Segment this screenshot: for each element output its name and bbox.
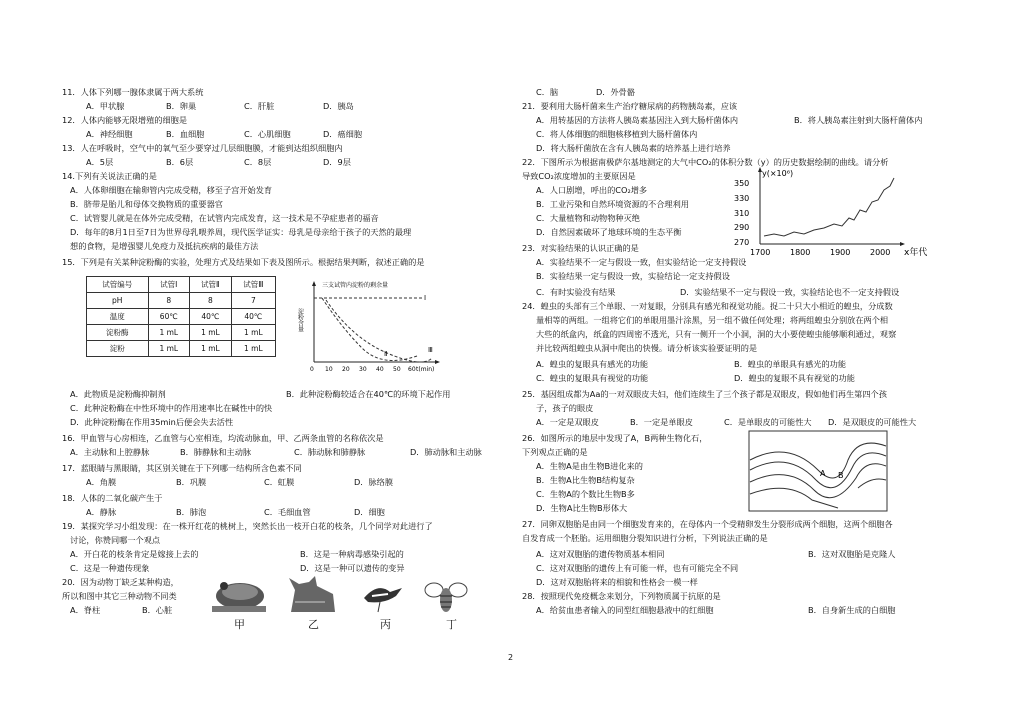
q15-option-d: D．此种淀粉酶在作用35min后便会失去活性 (70, 417, 234, 427)
q22-stem-line1: 22．下图所示为根据南极萨尔基地测定的大气中CO₂的体积分数（y）的历史数据绘制的曲线。请分析 (522, 157, 889, 167)
table-cell: 1 mL (231, 325, 275, 341)
animal-label-bing: 丙 (380, 618, 391, 631)
q14-option-c: C．试管婴儿就是在体外完成受精，在试管内完成发育，这一技术是不孕症患者的福音 (70, 213, 379, 223)
q23-option-a: A．实验结果不一定与假设一致，但实验结论一定支持假设 (536, 257, 747, 267)
table-cell: 1 mL (190, 341, 232, 357)
graph-xtick: 0 (310, 366, 314, 373)
graph-xtick: 10 (325, 366, 333, 373)
co2-curve (764, 178, 894, 236)
co2-xtick: 2000 (870, 248, 891, 257)
q12-stem: 12．人体内能够无限增殖的细胞是 (62, 115, 188, 125)
q20-stem-line1: 20．因为动物丁缺乏某种构造， (62, 577, 179, 587)
table-cell: 淀粉 (87, 341, 149, 357)
table-cell: 60℃ (148, 309, 190, 325)
table-cell: 试管Ⅰ (148, 277, 190, 293)
q21-option-d: D．将大肠杆菌放在含有人胰岛素的培养基上进行培养 (536, 143, 731, 153)
table-cell: 试管编号 (87, 277, 149, 293)
graph-xunit: t(min) (416, 366, 435, 373)
q26-option-a: A．生物A是由生物B进化来的 (536, 461, 643, 471)
q17-option-a: A．角膜 (86, 477, 117, 487)
enzyme-graph (292, 278, 442, 378)
co2-chart (734, 166, 944, 262)
curve-iii-label: Ⅲ (428, 346, 433, 354)
q21-option-c: C．将人体细胞的细胞核移植到大肠杆菌体内 (536, 129, 698, 139)
q22-option-d: D．自然因素破坏了地球环境的生态平衡 (536, 227, 682, 237)
q17-option-d: D．脉络膜 (354, 477, 394, 487)
co2-ytick: 350 (734, 179, 750, 188)
table-row (87, 293, 276, 309)
q13-option-d: D．9层 (323, 157, 351, 167)
q17-option-c: C．虹膜 (264, 477, 295, 487)
q28-stem: 28．按照现代免疫概念来划分，下列物质属于抗原的是 (522, 591, 721, 601)
co2-ylabel: y(×10⁶) (762, 169, 794, 178)
q11-option-a: A．甲状腺 (86, 101, 125, 111)
table-cell: 1 mL (231, 341, 275, 357)
q22-option-b: B．工业污染和自然环境资源的不合理利用 (536, 199, 689, 209)
q18-stem: 18．人体的二氧化碳产生于 (62, 493, 163, 503)
co2-ytick: 290 (734, 223, 750, 232)
q14-option-d-line2: 想的食物，是增强婴儿免疫力及抵抗疾病的最佳方法 (70, 241, 259, 251)
q16-option-c: C．肺动脉和肺静脉 (294, 447, 366, 457)
co2-ytick: 330 (734, 194, 750, 203)
q11-option-d: D．胰岛 (323, 101, 354, 111)
q20-option-a: A．脊柱 (70, 605, 101, 615)
graph-ylabel: 淀粉含量 (296, 308, 304, 332)
table-cell: 1 mL (148, 325, 190, 341)
table-cell: 温度 (87, 309, 149, 325)
q14-option-b: B．脐带是胎儿和母体交换物质的重要器官 (70, 199, 223, 209)
q20-option-c: C．脑 (536, 87, 559, 97)
q21-stem: 21．要利用大肠杆菌来生产治疗糖尿病的药物胰岛素，应该 (522, 101, 738, 111)
table-cell: 40℃ (231, 309, 275, 325)
q18-option-c: C．毛细血管 (264, 507, 311, 517)
experiment-table (86, 276, 276, 357)
q18-option-b: B．肺泡 (176, 507, 207, 517)
q21-option-b: B．将人胰岛素注射到大肠杆菌体内 (794, 115, 923, 125)
q16-option-a: A．主动脉和上腔静脉 (70, 447, 150, 457)
q24-option-d: D．蝗虫的复眼不具有视觉的功能 (734, 373, 855, 383)
q22-stem-line2: 导致CO₂浓度增加的主要原因是 (522, 171, 636, 181)
q16-stem: 16．甲血管与心房相连，乙血管与心室相连，均流动脉血，甲、乙两条血管的名称依次是 (62, 433, 384, 443)
q12-option-b: B．血细胞 (166, 129, 205, 139)
curve-i-label: Ⅰ (424, 294, 427, 302)
table-cell: 8 (190, 293, 232, 309)
q16-option-d: D．肺动脉和主动脉 (410, 447, 482, 457)
q27-stem-line1: 27．同卵双胞胎是由同一个细胞发育来的，在母体内一个受精卵发生分裂形成两个细胞，这两个细胞各 (522, 519, 893, 529)
table-cell: 8 (148, 293, 190, 309)
q11-stem: 11．人体下列哪一腺体隶属于两大系统 (62, 87, 204, 97)
q22-option-a: A．人口剧增，呼出的CO₂增多 (536, 185, 648, 195)
q14-option-d-line1: D．每年的8月1日至7日为世界母乳喂养周，现代医学证实：母乳是母亲给于孩子的天然的最理 (70, 227, 412, 237)
q26-stem-line2: 下列观点正确的是 (522, 447, 588, 457)
q24-stem-line2: 量相等的两组。一组将它们的单眼用墨汁涂黑，另一组不做任何处理；将两组蝗虫分别放在两个相 (536, 315, 889, 325)
fossil-label-b: B (838, 471, 844, 480)
table-header-row (87, 277, 276, 293)
q26-option-c: C．生物A的个数比生物B多 (536, 489, 635, 499)
q20-option-d: D．外骨骼 (596, 87, 636, 97)
table-cell: 淀粉酶 (87, 325, 149, 341)
graph-caption: 三支试管内淀粉的剩余量 (322, 282, 389, 289)
graph-xtick: 60 (408, 366, 416, 373)
q19-stem-line1: 19．某探究学习小组发现：在一株开红花的桃树上，突然长出一枝开白花的枝条，几个同学对此进行了 (62, 521, 433, 531)
q25-stem-line2: 子，孩子的眼皮 (536, 403, 594, 413)
q19-option-c: C．这是一种遗传现象 (70, 563, 150, 573)
q18-option-d: D．细胞 (354, 507, 385, 517)
q17-stem: 17．蓝眼睛与黑眼睛，其区别关键在于下列哪一结构所含色素不同 (62, 463, 302, 473)
table-cell: 1 mL (148, 341, 190, 357)
curve-ii-label: Ⅱ (384, 350, 388, 358)
q26-stem-line1: 26．如图所示的地层中发现了A，B两种生物化石， (522, 433, 708, 443)
bird-image (360, 578, 404, 614)
table-cell: 试管Ⅲ (231, 277, 275, 293)
q15-option-b: B．此种淀粉酶较适合在40℃的环境下起作用 (286, 389, 451, 399)
q18-option-a: A．静脉 (86, 507, 117, 517)
q24-stem-line1: 24．蝗虫的头部有三个单眼、一对复眼，分别具有感光和视觉功能。捉二十只大小相近的蝗虫，分成数 (522, 301, 893, 311)
q25-option-b: B．一定是单眼皮 (630, 417, 693, 427)
graph-xtick: 20 (342, 366, 350, 373)
q13-option-b: B．6层 (166, 157, 194, 167)
q23-option-b: B．实验结果一定与假设一致，实验结论一定支持假设 (536, 271, 730, 281)
q13-stem: 13．人在呼吸时，空气中的氧气至少要穿过几层细胞膜，才能到达组织细胞内 (62, 143, 343, 153)
graph-xtick: 40 (376, 366, 384, 373)
fossil-strata-diagram (748, 430, 888, 512)
q24-option-a: A．蝗虫的复眼具有感光的功能 (536, 359, 649, 369)
curve-ii (322, 298, 417, 361)
q26-option-b: B．生物A比生物B结构复杂 (536, 475, 635, 485)
q19-stem-line2: 讨论，你赞同哪一个观点 (70, 535, 161, 545)
cat-image (285, 572, 339, 616)
graph-xtick: 50 (393, 366, 401, 373)
q26-option-d: D．生物A比生物B形体大 (536, 503, 628, 513)
q24-stem-line4: 并比较两组蝗虫从洞中爬出的快慢。请分析该实验要证明的是 (536, 343, 758, 353)
q27-option-b: B．这对双胞胎是克隆人 (808, 549, 896, 559)
q27-option-d: D．这对双胞胎将来的相貌和性格会一模一样 (536, 577, 698, 587)
q12-option-a: A．神经细胞 (86, 129, 133, 139)
q12-option-c: C．心肌细胞 (244, 129, 291, 139)
table-cell: pH (87, 293, 149, 309)
q25-option-a: A．一定是双眼皮 (536, 417, 599, 427)
table-row (87, 341, 276, 357)
q23-option-d: D．实验结果不一定与假设一致，实验结论也不一定支持假设 (680, 287, 900, 297)
q14-option-a: A．人体卵细胞在输卵管内完成受精，移至子宫开始发育 (70, 185, 273, 195)
page-number: 2 (508, 653, 514, 662)
q19-option-b: B．这是一种病毒感染引起的 (300, 549, 404, 559)
q15-option-a: A．此物质是淀粉酶抑制剂 (70, 389, 166, 399)
animal-label-jia: 甲 (234, 618, 245, 631)
q28-option-b: B．自身新生成的白细胞 (808, 605, 896, 615)
q24-stem-line3: 大些的纸盒内，纸盒的四周密不透光，只有一侧开一个小洞，洞的大小要使蝗虫能够顺利通过，观察 (536, 329, 897, 339)
q17-option-b: B．巩膜 (176, 477, 207, 487)
q28-option-a: A．给贫血患者输入的同型红细胞悬液中的红细胞 (536, 605, 714, 615)
q16-option-b: B．肺静脉和主动脉 (180, 447, 252, 457)
toad-image (210, 572, 268, 616)
q21-option-a: A．用转基因的方法将人胰岛素基因注入到大肠杆菌体内 (536, 115, 739, 125)
q19-option-d: D．这是一种可以遗传的变异 (300, 563, 405, 573)
q23-option-c: C．有时实验没有结果 (536, 287, 616, 297)
q14-stem: 14.下列有关说法正确的是 (62, 171, 157, 181)
q19-option-a: A．开白花的枝条肯定是嫁接上去的 (70, 549, 199, 559)
co2-xtick: 1800 (790, 248, 811, 257)
q24-option-c: C．蝗虫的复眼具有视觉的功能 (536, 373, 649, 383)
table-cell: 试管Ⅱ (190, 277, 232, 293)
fossil-label-a: A (820, 469, 826, 478)
co2-xlabel: x年代 (904, 248, 928, 258)
co2-ytick: 310 (734, 209, 750, 218)
animal-label-ding: 丁 (446, 618, 457, 631)
graph-xtick: 30 (359, 366, 367, 373)
table-cell: 40℃ (190, 309, 232, 325)
co2-xtick: 1700 (750, 248, 771, 257)
table-row (87, 309, 276, 325)
table-cell: 1 mL (190, 325, 232, 341)
q22-option-c: C．大量植物和动物物种灭绝 (536, 213, 640, 223)
q24-option-b: B．蝗虫的单眼具有感光的功能 (734, 359, 847, 369)
curve-iii (326, 300, 432, 362)
co2-xtick: 1900 (830, 248, 851, 257)
q13-option-a: A．5层 (86, 157, 114, 167)
q27-option-c: C．这对双胞胎的遗传上有可能一样，也有可能完全不同 (536, 563, 739, 573)
q15-stem: 15．下列是有关某种淀粉酶的实验，处理方式及结果如下表及图所示。根据结果判断，叙述正确的是 (62, 257, 425, 267)
q20-stem-line2: 所以和图中其它三种动物不同类 (62, 591, 177, 601)
q25-stem-line1: 25．基因组成都为Aa的一对双眼皮夫妇，他们连续生了三个孩子都是双眼皮，假如他们再生第四个孩 (522, 389, 887, 399)
animal-label-yi: 乙 (308, 618, 319, 631)
q11-option-c: C．肝脏 (244, 101, 275, 111)
q15-option-c: C．此种淀粉酶在中性环境中的作用速率比在碱性中的快 (70, 403, 273, 413)
table-cell: 7 (231, 293, 275, 309)
table-row (87, 325, 276, 341)
q12-option-d: D．癌细胞 (323, 129, 363, 139)
q27-stem-line2: 自发育成一个胚胎。运用细胞分裂知识进行分析，下列说法正确的是 (522, 533, 768, 543)
co2-ytick: 270 (734, 238, 750, 247)
q27-option-a: A．这对双胞胎的遗传物质基本相同 (536, 549, 665, 559)
q25-option-d: D．是双眼皮的可能性大 (828, 417, 917, 427)
q20-option-b: B．心脏 (142, 605, 173, 615)
q11-option-b: B．卵巢 (166, 101, 197, 111)
bee-image (424, 576, 468, 616)
q13-option-c: C．8层 (244, 157, 272, 167)
q23-stem: 23．对实验结果的认识正确的是 (522, 243, 639, 253)
q25-option-c: C．是单眼皮的可能性大 (724, 417, 812, 427)
